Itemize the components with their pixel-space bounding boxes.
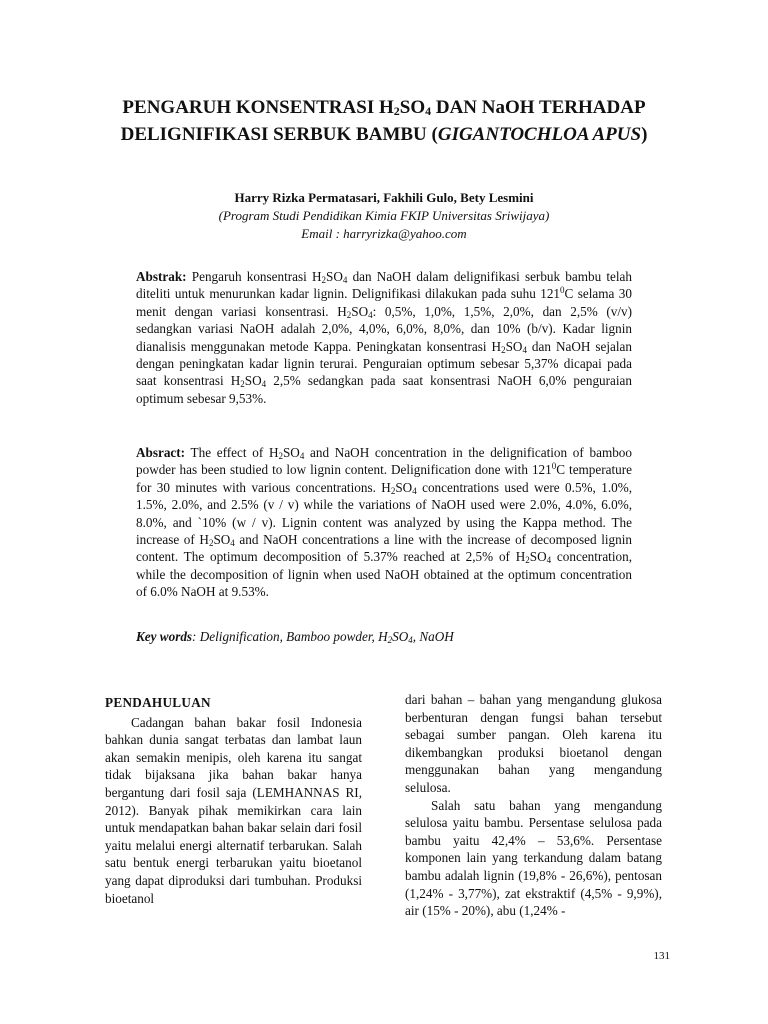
keywords: Key words: Delignification, Bamboo powder, $H_2SO_4$, NaOH: [136, 629, 454, 645]
paper-title: [60, 96, 708, 147]
author-email: Email : harryrizka@yahoo.com: [301, 226, 467, 241]
authors: Harry Rizka Permatasari, Fakhili Gulo, Bety Lesmini: [234, 190, 534, 205]
affiliation: (Program Studi Pendidikan Kimia FKIP Universitas Sriwijaya): [218, 208, 550, 223]
abstract-english: Absract: The effect of $H_2SO_4$ and NaOH concentration in the delignification of bamboo powder has been studied to low lignin content. Delignification done with $121^0C$ temperature for 30 minutes with various concentrations. $H_2SO_4$ concentrations used were 0.5%, 1.0%, 1.5%, 2.0%, and 2.5% (v / v) while the variations of NaOH used were 2.0%, 4.0%, 6.0%, 8.0%, and `10% (w / v). Lignin content was analyzed by using the Kappa method. The increase of $H_2SO_4$ and NaOH concentrations a line with the increase of decomposed lignin content. The optimum decomposition of 5.37% reached at 2,5% of $H_2SO_4$ concentration, while the decomposition of lignin when used NaOH obtained at the optimum concentration of 6.0% NaOH at 9.53%.: [136, 445, 633, 600]
title-line-1: PENGARUH KONSENTRASI H2SO4 DAN NaOH TERHADAP: [122, 97, 646, 118]
right-column: [405, 691, 662, 920]
title-line-2: DELIGNIFIKASI SERBUK BAMBU (GIGANTOCHLOA APUS): [120, 124, 648, 145]
left-column: [105, 694, 362, 907]
body-paragraph: Salah satu bahan yang mengandung selulosa yaitu bambu. Persentase selulosa pada bambu yaitu 42,4% – 53,6%. Persentase komponen lain yang terkandung dalam batang bambu adalah lignin (19,8% - 26,6%), pentosan (1,24% - 3,77%), zat ekstraktif (4,5% - 9,9%), air (15% - 20%), abu (1,24% -: [405, 797, 662, 919]
section-heading: PENDAHULUAN: [105, 695, 211, 710]
body-paragraph: dari bahan – bahan yang mengandung glukosa berbenturan dengan fungsi bahan tersebut sebagai sumber pangan. Oleh karena itu dikembangkan produksi bioetanol dengan menggunakan bahan yang mengandung selulosa.: [405, 692, 662, 795]
page-number: 131: [653, 950, 670, 962]
body-paragraph: Cadangan bahan bakar fosil Indonesia bahkan dunia sangat terbatas dan lambat laun akan semakin menipis, oleh karena itu sangat tidak bijaksana jika bahan bakar hanya bergantung dari fosil saja (LEMHANNAS RI, 2012). Banyak pihak memikirkan cara lain untuk mendapatkan bahan bakar selain dari fosil yaitu melalui energi alternatif terbarukan. Salah satu bentuk energi terbarukan yaitu bioetanol yang dapat diproduksi dari tumbuhan. Produksi bioetanol: [105, 714, 362, 906]
abstrak-indonesian: Abstrak: Pengaruh konsentrasi $H_2SO_4$ dan NaOH dalam delignifikasi serbuk bambu telah diteliti untuk menurunkan kadar lignin. Delignifikasi dilakukan pada suhu $121^0C$ selama 30 menit dengan variasi konsentrasi. $H_2SO_4$: 0,5%, 1,0%, 1,5%, 2,0%, dan 2,5% (v/v) sedangkan variasi NaOH adalah 2,0%, 4,0%, 6,0%, 8,0%, dan 10% (b/v). Kadar lignin dianalisis menggunakan metode Kappa. Peningkatan konsentrasi $H_2SO_4$ dan NaOH sejalan dengan peningkatan kadar lignin terurai. Penguraian optimum sebesar 5,37% dicapai pada saat konsentrasi $H_2SO_4$ 2,5% sedangkan pada saat konsentrasi NaOH 6,0% penguraian optimum sebesar 9,53%.: [136, 269, 633, 406]
